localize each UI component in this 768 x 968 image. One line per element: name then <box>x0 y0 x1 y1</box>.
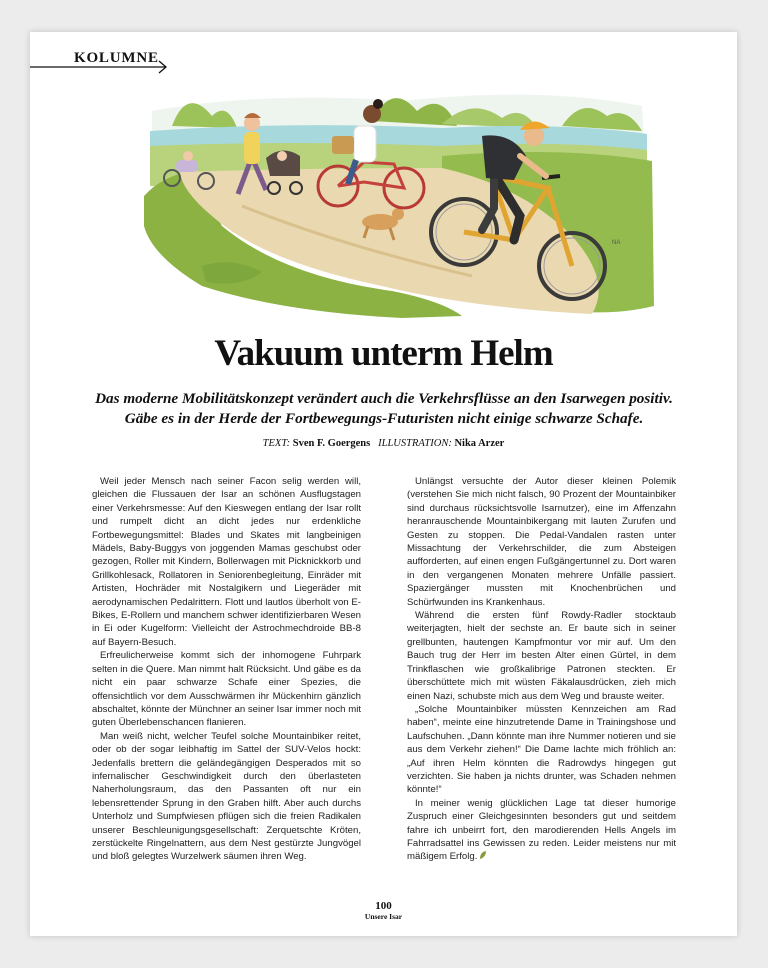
arrow-right-icon <box>30 60 170 74</box>
body-paragraph: Erfreulicherweise kommt sich der inhomogene Fuhrpark selten in die Quere. Man nimmt halt Rücksicht. Und gäbe es da nicht ein paar schwarze Schafe einer Spezies, die offensichtlich vor dem Ausschwärmen ihr Mückenhirn gänzlich abschaltet, könnte der Münchner an seiner Isar immer noch mit guten Überlebenschancen flanieren. <box>92 650 361 729</box>
text-credit-label: TEXT: <box>262 438 291 449</box>
page-footer <box>30 900 737 921</box>
cyclists-illustration <box>142 76 662 320</box>
section-label: KOLUMNE <box>74 50 159 66</box>
body-column-right <box>407 475 676 864</box>
body-paragraph: Man weiß nicht, welcher Teufel solche Mountainbiker reitet, oder ob der sogar leibhaftig im Sattel der SUV-Velos hockt: Jedenfalls brettern die geländegängigen Desperados mit so infernalischer Geschwindigkeit durch den überlasteten Naherholungsraum, das den Passanten oft nur ein lebensrettender Sprung in den Graben hilft. Aber auch durchs Unterholz und Sumpfwiesen pflügen sich die freien Radikalen unserer Beschleunigungsgesellschaft: Zerquetschte Kröten, zerstückelte Ringelnattern, aus dem Nest gestürzte Jungvögel und bloß gelegtes Wurzelwerk säumen ihren Weg. <box>92 730 361 863</box>
article-headline: Vakuum unterm Helm <box>214 333 553 374</box>
text-credit-author: Sven F. Goergens <box>292 438 371 449</box>
body-paragraph: Weil jeder Mensch nach seiner Facon selig werden will, gleichen die Flussauen der Isar an schönen Ausflugstagen einer Verkehrsmesse: Auf den Kieswegen entlang der Isar rollt und rumpelt dicht an dicht jedes nur erdenkliche Fortbewegungsmittel: Blades und Skates mit langbeinigen Mädels, Baby-Buggys von joggenden Mamas geschubst oder gezogen, Roller mit Kindern, Bollerwagen mit Picknickkorb und Grillkohlesack, Rollatoren in Seniorenbegleitung, Einräder mit Artisten, Hochräder mit Nostalgikern und Liegeräder mit aerodynamischen Pedalrittern. Flott und lautlos überholt von E-Bikes, E-Rollern und manchem schwer identifizierbaren Wesen in Ei oder Kugelform: Vielleicht der Astrochmechdroide BB-8 auf Bayern-Besuch. <box>92 476 361 648</box>
magazine-name: Unsere Isar <box>364 912 403 921</box>
body-paragraph-last <box>407 797 676 864</box>
illustration-credit-author: Nika Arzer <box>454 438 505 449</box>
body-paragraph: „Solche Mountainbiker müssten Kennzeichen am Rad haben“, meinte eine hinzutretende Dame in Trainingshose und Laufschuhen. „Dann könnte man ihre Nummer notieren und sie aus dem Verkehr ziehen!“ Die Dame lachte mich fröhlich an: „Auf ihren Helm könnten die Radrowdys hingegen gut verzichten. Sie haben ja nichts drunter, was Schaden nehmen könnte!“ <box>407 703 676 796</box>
article-lead: Das moderne Mobilitätskonzept verändert auch die Verkehrsflüsse an den Isarwegen positiv. Gäbe es in der Herde der Fortbewegungs-Futuristen nicht einige schwarze Schafe. <box>95 390 673 427</box>
section-rubric <box>30 50 170 74</box>
body-column-left <box>92 475 361 864</box>
illustration-credit-label: ILLUSTRATION: <box>378 438 452 449</box>
page-number: 100 <box>375 900 392 912</box>
body-paragraph: Unlängst versuchte der Autor dieser kleinen Polemik (verstehen Sie mich nicht falsch, 90 Prozent der Mountainbiker sind durchaus rücksichtsvolle Isarnutzer), eine im Affenzahn heranrauschende Mountainbikergang mit lauten Zurufen und Gesten zu stoppen. Die Pedal-Vandalen rasten unter Missachtung der Verkehrschilder, die zum Absteigen aufforderten, auf einen engen Fußgängertunnel zu. Dort waren in den vergangenen Monaten mehrere Unfälle passiert. Spaziergänger mussten mit Knochenbrüchen und Schürfwunden ins Krankenhaus. <box>407 476 676 608</box>
article-credits <box>30 438 737 449</box>
leaf-end-icon <box>479 850 487 860</box>
body-paragraph: Während die ersten fünf Rowdy-Radler stocktaub weiterjagten, hielt der sechste an. Er baute sich in seiner grellbunten, hautengen Kampfmontur vor mir auf. Um den Bauch trug der Herr im besten Alter einen Gürtel, in dem Trinkflaschen wie großkalibrige Patronen steckten. Er überschüttete mich mit wüsten Fäkalausdrücken, zieh mich einen Nazi, schubste mich aus dem Weg und brauste weiter. <box>407 610 676 702</box>
svg-text:NA: NA <box>612 240 621 246</box>
magazine-page <box>30 32 737 936</box>
body-paragraph-text: In meiner wenig glücklichen Lage tat dieser humorige Zuspruch einer Gleichgesinnten besonders gut und seitdem fahre ich unbeirrt fort, den marodierenden Hells Angels im Fahrradsattel ins Gewissen zu reden. Leider meistens nur mit mäßigem Erfolg. <box>407 797 676 863</box>
